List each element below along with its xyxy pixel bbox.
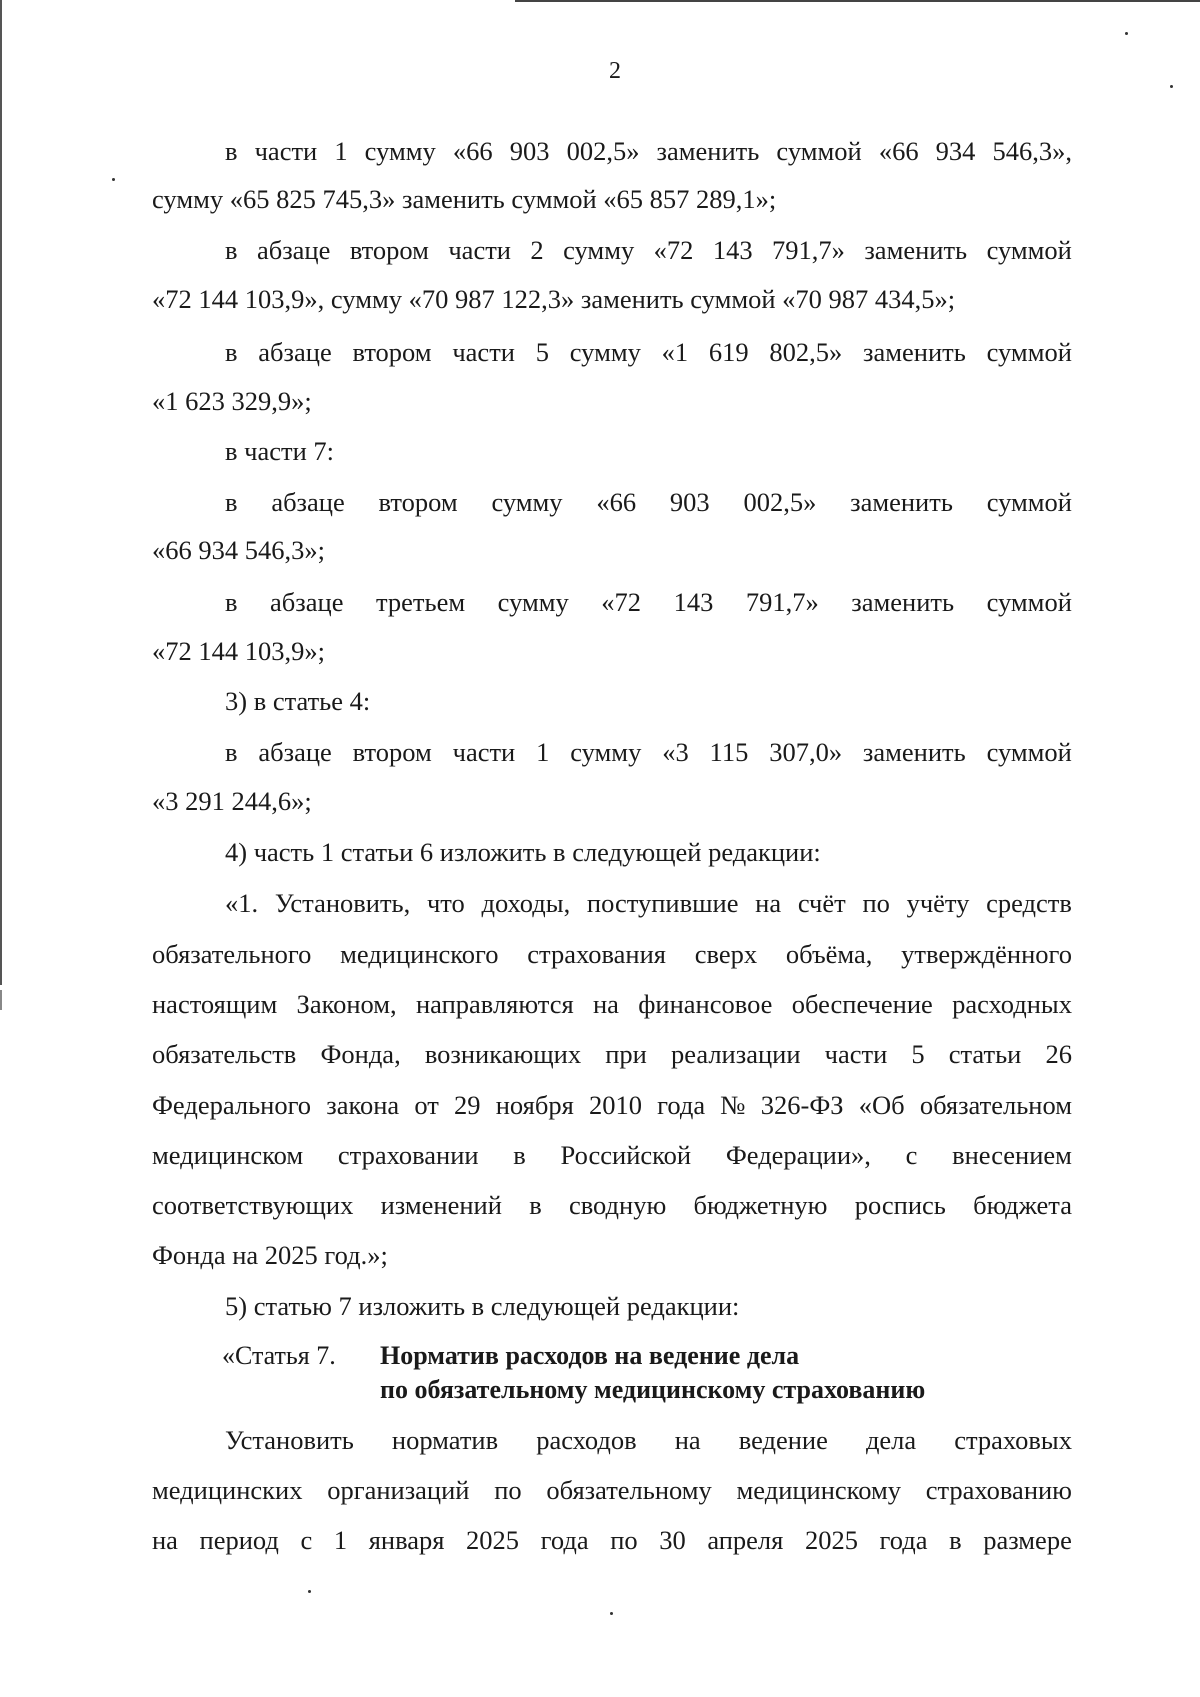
word: медицинском bbox=[152, 1140, 304, 1170]
word: сумму bbox=[497, 587, 569, 617]
word: на bbox=[152, 1525, 178, 1555]
word: суммой bbox=[986, 487, 1072, 517]
word: сумму bbox=[563, 235, 635, 265]
text-line-5 bbox=[225, 335, 1072, 369]
word: 5 bbox=[535, 337, 549, 367]
word: года bbox=[879, 1525, 928, 1555]
word: 1 bbox=[333, 1525, 348, 1555]
word: Законом, bbox=[296, 989, 397, 1019]
scan-speck bbox=[308, 1590, 311, 1593]
word: втором bbox=[352, 737, 432, 767]
text-line-21 bbox=[152, 1138, 1072, 1172]
word: третьем bbox=[376, 587, 466, 617]
word: соответствующих bbox=[152, 1190, 354, 1220]
word: страховых bbox=[954, 1425, 1072, 1455]
word: 1 bbox=[334, 136, 348, 166]
word: Фонда, bbox=[320, 1039, 401, 1069]
word: при bbox=[605, 1039, 647, 1069]
word: доходы, bbox=[481, 888, 571, 918]
word: обязательного bbox=[152, 939, 312, 969]
word: 143 bbox=[712, 235, 753, 265]
article-title-line-2: по обязательному медицинскому страхованию bbox=[380, 1375, 926, 1404]
word: 2025 bbox=[804, 1525, 858, 1555]
word: года bbox=[657, 1090, 706, 1120]
word: января bbox=[368, 1525, 445, 1555]
page-number: 2 bbox=[609, 58, 621, 84]
text-line-10 bbox=[225, 585, 1072, 619]
word: сверх bbox=[694, 939, 758, 969]
word: втором bbox=[352, 337, 432, 367]
word: 002,5» bbox=[743, 487, 817, 517]
word: закона bbox=[326, 1090, 400, 1120]
text-line-14: «3 291 244,6»; bbox=[152, 786, 312, 816]
word: № bbox=[720, 1090, 746, 1120]
word: 802,5» bbox=[769, 337, 843, 367]
scan-speck bbox=[1125, 32, 1128, 35]
word: расходов bbox=[536, 1425, 637, 1455]
word: 326-ФЗ bbox=[760, 1090, 844, 1120]
word: на bbox=[592, 989, 619, 1019]
word: в bbox=[513, 1140, 526, 1170]
word: роспись bbox=[854, 1190, 946, 1220]
word: направляются bbox=[416, 989, 574, 1019]
word: «66 bbox=[452, 136, 493, 166]
article-title-line-1: Норматив расходов на ведение дела bbox=[380, 1341, 800, 1370]
word: «72 bbox=[653, 235, 694, 265]
word: заменить bbox=[862, 737, 966, 767]
word: 903 bbox=[669, 487, 710, 517]
word: абзаце bbox=[258, 337, 332, 367]
word: в bbox=[225, 337, 238, 367]
word: объёма, bbox=[785, 939, 873, 969]
word: поступившие bbox=[586, 888, 739, 918]
word: абзаце bbox=[271, 487, 345, 517]
text-line-3 bbox=[225, 233, 1072, 267]
word: в bbox=[949, 1525, 962, 1555]
word: 5 bbox=[911, 1039, 925, 1069]
text-line-4: «72 144 103,9», сумму «70 987 122,3» заменить суммой «70 987 434,5»; bbox=[152, 284, 956, 314]
word: 619 bbox=[708, 337, 749, 367]
word: 2010 bbox=[588, 1090, 642, 1120]
word: 791,7» bbox=[745, 587, 819, 617]
text-line-12: 3) в статье 4: bbox=[225, 686, 371, 716]
word: заменить bbox=[850, 487, 953, 517]
text-line-18 bbox=[152, 987, 1072, 1021]
word: «Об bbox=[858, 1090, 905, 1120]
word: бюджета bbox=[973, 1190, 1072, 1220]
word: абзаце bbox=[256, 235, 331, 265]
text-line-26 bbox=[152, 1473, 1072, 1507]
word: ноября bbox=[495, 1090, 574, 1120]
text-line-2: сумму «65 825 745,3» заменить суммой «65 857 289,1»; bbox=[152, 184, 777, 214]
text-line-7: в части 7: bbox=[225, 436, 334, 466]
word: утверждённого bbox=[901, 939, 1072, 969]
word: 546,3», bbox=[992, 136, 1072, 166]
word: сумму bbox=[569, 337, 641, 367]
word: «1. bbox=[225, 888, 259, 918]
word: 2 bbox=[530, 235, 544, 265]
word: обязательному bbox=[546, 1475, 712, 1505]
word: 30 bbox=[659, 1525, 686, 1555]
word: сводную bbox=[568, 1190, 667, 1220]
word: части bbox=[452, 337, 515, 367]
scan-speck bbox=[1170, 85, 1173, 88]
word: что bbox=[426, 888, 465, 918]
word: 307,0» bbox=[769, 737, 843, 767]
word: 115 bbox=[709, 737, 749, 767]
word: организаций bbox=[327, 1475, 470, 1505]
text-line-15: 4) часть 1 статьи 6 изложить в следующей редакции: bbox=[225, 837, 821, 867]
word: статьи bbox=[948, 1039, 1022, 1069]
text-line-17 bbox=[152, 937, 1072, 971]
word: страховании bbox=[337, 1140, 479, 1170]
word: в bbox=[225, 587, 238, 617]
word: сумму bbox=[491, 487, 563, 517]
word: с bbox=[300, 1525, 313, 1555]
text-line-25 bbox=[225, 1423, 1072, 1457]
text-line-13 bbox=[225, 735, 1072, 769]
word: учёту bbox=[906, 888, 970, 918]
word: «66 bbox=[878, 136, 919, 166]
text-line-8 bbox=[225, 485, 1072, 519]
text-line-24: 5) статью 7 изложить в следующей редакции: bbox=[225, 1291, 740, 1321]
word: части bbox=[824, 1039, 888, 1069]
word: реализации bbox=[671, 1039, 801, 1069]
word: заменить bbox=[864, 235, 968, 265]
word: обязательном bbox=[919, 1090, 1072, 1120]
word: части bbox=[452, 737, 516, 767]
word: ведение bbox=[738, 1425, 828, 1455]
text-line-16 bbox=[225, 886, 1072, 920]
text-line-20 bbox=[152, 1088, 1072, 1122]
word: сумму bbox=[570, 737, 642, 767]
article-label: «Статья 7. bbox=[222, 1341, 336, 1370]
word: 1 bbox=[536, 737, 550, 767]
word: суммой bbox=[986, 587, 1072, 617]
scan-edge-top bbox=[515, 0, 1200, 2]
word: медицинскому bbox=[736, 1475, 901, 1505]
word: 26 bbox=[1045, 1039, 1072, 1069]
word: 143 bbox=[673, 587, 714, 617]
word: Установить bbox=[225, 1425, 354, 1455]
word: по bbox=[862, 888, 890, 918]
word: возникающих bbox=[424, 1039, 582, 1069]
word: настоящим bbox=[152, 989, 278, 1019]
word: на bbox=[755, 888, 782, 918]
word: страхования bbox=[527, 939, 666, 969]
word: суммой bbox=[986, 337, 1072, 367]
word: заменить bbox=[851, 587, 955, 617]
word: обеспечение bbox=[791, 989, 933, 1019]
word: по bbox=[494, 1475, 522, 1505]
word: изменений bbox=[380, 1190, 502, 1220]
word: «1 bbox=[661, 337, 689, 367]
scan-speck bbox=[112, 178, 115, 181]
word: финансовое bbox=[638, 989, 773, 1019]
word: абзаце bbox=[258, 737, 332, 767]
word: период bbox=[199, 1525, 279, 1555]
word: Федерального bbox=[152, 1090, 312, 1120]
word: средств bbox=[986, 888, 1072, 918]
text-line-23: Фонда на 2025 год.»; bbox=[152, 1240, 388, 1270]
word: «66 bbox=[596, 487, 637, 517]
word: обязательств bbox=[152, 1039, 297, 1069]
word: в bbox=[225, 235, 238, 265]
text-line-6: «1 623 329,9»; bbox=[152, 386, 312, 416]
word: сумму bbox=[364, 136, 436, 166]
word: 934 bbox=[935, 136, 976, 166]
word: 2025 bbox=[466, 1525, 520, 1555]
word: норматив bbox=[391, 1425, 499, 1455]
word: абзаце bbox=[270, 587, 344, 617]
word: втором bbox=[378, 487, 458, 517]
word: дела bbox=[865, 1425, 917, 1455]
scan-edge-left bbox=[0, 0, 2, 985]
text-line-11: «72 144 103,9»; bbox=[152, 636, 325, 666]
word: счёт bbox=[797, 888, 846, 918]
word: заменить bbox=[863, 337, 966, 367]
word: в bbox=[529, 1190, 542, 1220]
word: расходных bbox=[952, 989, 1072, 1019]
word: страхованию bbox=[925, 1475, 1072, 1505]
word: в bbox=[225, 487, 238, 517]
word: суммой bbox=[986, 737, 1072, 767]
word: в bbox=[225, 737, 238, 767]
word: внесением bbox=[952, 1140, 1072, 1170]
text-line-9: «66 934 546,3»; bbox=[152, 535, 325, 565]
word: Федерации», bbox=[725, 1140, 871, 1170]
scan-speck bbox=[610, 1612, 613, 1615]
word: заменить bbox=[656, 136, 760, 166]
word: суммой bbox=[986, 235, 1072, 265]
word: суммой bbox=[776, 136, 862, 166]
word: 791,7» bbox=[772, 235, 845, 265]
text-line-27 bbox=[152, 1523, 1072, 1557]
scan-edge-mark bbox=[0, 990, 2, 1010]
word: размере bbox=[983, 1525, 1072, 1555]
word: 29 bbox=[454, 1090, 481, 1120]
word: «72 bbox=[601, 587, 642, 617]
word: апреля bbox=[707, 1525, 784, 1555]
word: Установить, bbox=[274, 888, 411, 918]
word: от bbox=[414, 1090, 439, 1120]
text-line-1 bbox=[225, 134, 1072, 168]
word: медицинского bbox=[340, 939, 499, 969]
word: бюджетную bbox=[693, 1190, 828, 1220]
word: по bbox=[610, 1525, 638, 1555]
word: втором bbox=[349, 235, 429, 265]
word: 903 bbox=[509, 136, 550, 166]
word: 002,5» bbox=[566, 136, 640, 166]
word: части bbox=[254, 136, 318, 166]
word: части bbox=[448, 235, 511, 265]
word: в bbox=[225, 136, 238, 166]
word: на bbox=[674, 1425, 701, 1455]
text-line-22 bbox=[152, 1188, 1072, 1222]
word: года bbox=[540, 1525, 589, 1555]
word: медицинских bbox=[152, 1475, 303, 1505]
word: Российской bbox=[560, 1140, 692, 1170]
word: с bbox=[905, 1140, 918, 1170]
word: «3 bbox=[662, 737, 689, 767]
text-line-19 bbox=[152, 1037, 1072, 1071]
